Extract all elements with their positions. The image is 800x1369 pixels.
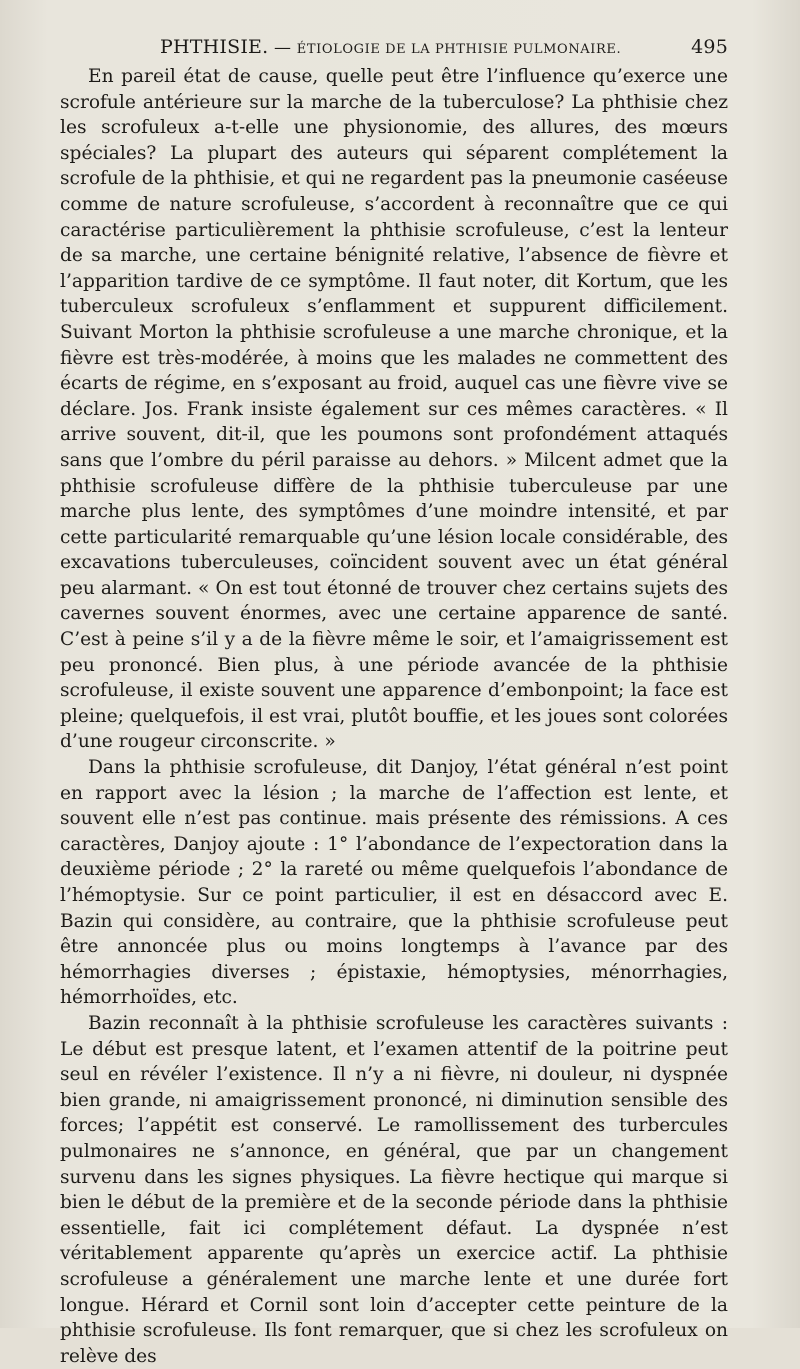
paragraph-2: Dans la phthisie scrofuleuse, dit Danjoy, l’état général n’est point en rapport avec la lésion ; la marche de l’affection est lente, et souvent elle n’est pas continue. mais présente des rémissions. A ces caractères, Danjoy ajoute : 1° l’abondance de l’expectoration dans la deuxième période ; 2° la rareté ou même quelquefois l’abondance de l’hémoptysie. Sur ce point particulier, il est en désaccord avec E. Bazin qui considère, au contraire, que la phthisie scrofuleuse peut être annoncée plus ou moins longtemps à l’avance par des hémorrhagies diverses ; épistaxie, hémoptysies, ménorrhagies, hémorrhoïdes, etc. xyxy=(60,757,728,1009)
running-title xyxy=(160,36,621,58)
running-head xyxy=(60,32,728,64)
page-number: 495 xyxy=(691,36,728,58)
body-text xyxy=(60,64,728,1369)
running-title-dash: — xyxy=(273,38,292,58)
paragraph-3: Bazin reconnaît à la phthisie scrofuleuse les caractères suivants : Le début est presque latent, et l’examen attentif de la poitrine peut seul en révéler l’existence. Il n’y a ni fièvre, ni douleur, ni dyspnée bien grande, ni amaigrissement prononcé, ni diminution sensible des forces; l’appétit est conservé. Le ramollissement des turbercules pulmonaires ne s’annonce, en général, que par un changement survenu dans les signes physiques. La fièvre hectique qui marque si bien le début de la première et de la seconde période dans la phthisie essentielle, fait ici complétement défaut. La dyspnée n’est véritablement apparente qu’après un exercice actif. La phthisie scrofuleuse a généralement une marche lente et une durée fort longue. Hérard et Cornil sont loin d’accepter cette peinture de la phthisie scrofuleuse. Ils font remarquer, que si chez les scrofuleux on relève des xyxy=(60,1012,728,1367)
running-title-main: PHTHISIE. xyxy=(160,36,269,58)
paragraph-1: En pareil état de cause, quelle peut être l’influence qu’exerce une scrofule antérieure sur la marche de la tuberculose? La phthisie chez les scrofuleux a-t-elle une physionomie, des allures, des mœurs spéciales? La plupart des auteurs qui séparent complétement la scrofule de la phthisie, et qui ne regardent pas la pneumonie caséeuse comme de nature scrofuleuse, s’accordent à reconnaître que ce qui caractérise particulièrement la phthisie scrofuleuse, c’est la lenteur de sa marche, une certaine bénignité relative, l’absence de fièvre et l’apparition tardive de ce symptôme. Il faut noter, dit Kortum, que les tuberculeux scrofuleux s’enflamment et suppurent difficilement. Suivant Morton la phthisie scrofuleuse a une marche chronique, et la fièvre est très-modérée, à moins que les malades ne commettent des écarts de régime, en s’exposant au froid, auquel cas une fièvre vive se déclare. Jos. Frank insiste également sur ces mêmes caractères. « Il arrive souvent, dit-il, que les poumons sont profondément attaqués sans que l’ombre du péril paraisse au dehors. » Milcent admet que la phthisie scrofuleuse diffère de la phthisie tuberculeuse par une marche plus lente, des symptômes d’une moindre intensité, et par cette particularité remarquable qu’une lésion locale considérable, des excavations tuberculeuses, coïncident souvent avec un état général peu alarmant. « On est tout étonné de trouver chez certains sujets des cavernes souvent énormes, avec une certaine apparence de santé. C’est à peine s’il y a de la fièvre même le soir, et l’amaigrissement est peu prononcé. Bien plus, à une période avancée de la phthisie scrofuleuse, il existe souvent une apparence d’embonpoint; la face est pleine; quelquefois, il est vrai, plutôt bouffie, et les joues sont colorées d’une rougeur circonscrite. » xyxy=(60,66,728,753)
running-title-sub: ÉTIOLOGIE DE LA PHTHISIE PULMONAIRE. xyxy=(296,42,622,57)
